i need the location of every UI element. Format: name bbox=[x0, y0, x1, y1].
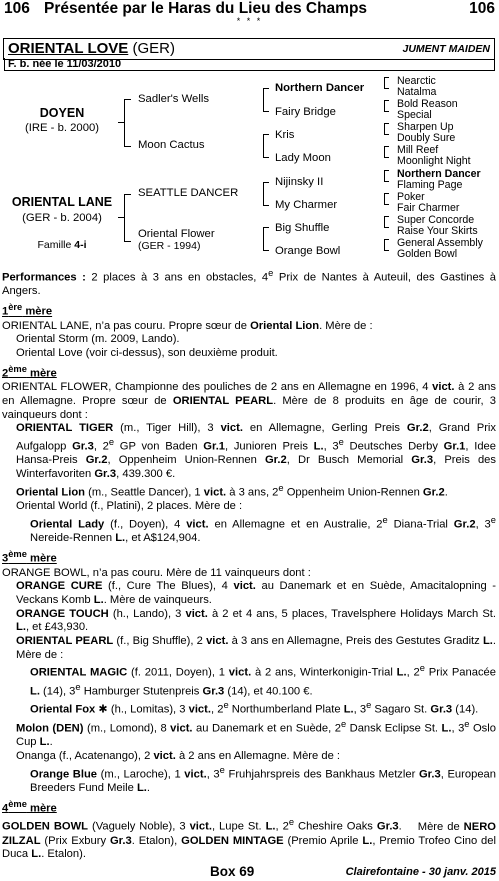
page-footer bbox=[0, 865, 499, 880]
horse-type: JUMENT MAIDEN bbox=[402, 43, 490, 55]
produce-entry: Oriental Lady (f., Doyen), 4 vict. en Allemagne et en Australie, 2e Diana-Trial Gr.2, 3e Nereide-Rennen L., et A$124,904. bbox=[30, 514, 496, 545]
sire-name: DOYEN bbox=[39, 106, 85, 120]
produce-entry: Oriental Storm (m. 2009, Lando). bbox=[16, 333, 180, 346]
pedigree-g4: Golden Bowl bbox=[397, 248, 458, 260]
produce-entry: Orange Blue (m., Laroche), 1 vict., 3e Fruhjahrspreis des Bankhaus Metzler Gr.3, European Breeders Fund Meile L.. bbox=[30, 764, 496, 795]
produce-entry: Molon (DEN) (m., Lomond), 8 vict. au Danemark et en Suède, 2e Dansk Eclipse St. L., 3e Oslo Cup L.. bbox=[16, 718, 496, 749]
pedigree-g2: Moon Cactus bbox=[138, 139, 205, 151]
pedigree-table bbox=[0, 72, 499, 268]
pedigree-g4: Poker bbox=[397, 191, 425, 203]
dam-name: ORIENTAL LANE bbox=[11, 195, 113, 209]
third-dam-paragraph: ORANGE BOWL, n’a pas couru. Mère de 11 vainqueurs dont : bbox=[2, 566, 311, 579]
produce-entry: Onanga (f., Acatenango), 2 vict. à 2 ans en Allemagne. Mère de : bbox=[16, 749, 341, 762]
pedigree-g2: SEATTLE DANCER bbox=[138, 187, 239, 199]
separator-stars: * * * bbox=[236, 16, 263, 26]
pedigree-g4: Fair Charmer bbox=[397, 202, 460, 214]
pedigree-g4: Doubly Sure bbox=[397, 132, 456, 144]
produce-entry: ORANGE CURE (f., Cure The Blues), 4 vict. au Danemark et en Suède, Amacitalopning - Veckans Komb L.. Mère de vainqueurs. bbox=[16, 580, 496, 606]
lot-number-right: 106 bbox=[469, 0, 495, 17]
section-heading: 3ème mère bbox=[2, 549, 57, 565]
section-heading: 1ère mère bbox=[2, 302, 53, 318]
horse-name: ORIENTAL LOVE (GER) bbox=[8, 40, 175, 57]
pedigree-g4: Nearctic bbox=[397, 75, 436, 87]
catalogue-body bbox=[2, 267, 496, 862]
pedigree-g3: Orange Bowl bbox=[275, 245, 341, 257]
produce-entry: Oriental Fox ✱ (h., Lomitas), 3 vict., 2e Northumberland Plate L., 3e Sagaro St. Gr.3 (14). bbox=[30, 700, 479, 717]
granddam-paragraph: ORIENTAL FLOWER, Championne des pouliches de 2 ans en Allemagne en 1996, 4 vict. à 2 ans en Allemagne. Propre sœur de ORIENTAL PEARL. Mère de 8 produits en âge de courir, 3 vainqueurs dont : bbox=[2, 381, 497, 421]
fourth-dam-paragraph: GOLDEN BOWL (Vaguely Noble), 3 vict., Lupe St. L., 2e Cheshire Oaks Gr.3. Mère de NERO ZILZAL (Prix Exbury Gr.3. Etalon), GOLDEN MINTAGE (Premio Aprile L., Premio Trofeo Cino del Duca L.. Etalon). bbox=[2, 817, 496, 861]
pedigree-g4: Flaming Page bbox=[397, 179, 463, 191]
section-heading: 2ème mère bbox=[2, 363, 57, 380]
produce-entry: Oriental Lion (m., Seattle Dancer), 1 vict. à 3 ans, 2e Oppenheim Union-Rennen Gr.2. bbox=[16, 482, 448, 499]
pedigree-g3: Northern Dancer bbox=[275, 82, 365, 94]
pedigree-g3: Big Shuffle bbox=[275, 222, 330, 234]
produce-entry: Oriental World (f., Platini), 2 places. Mère de : bbox=[16, 500, 243, 513]
produce-entry: ORIENTAL PEARL (f., Big Shuffle), 2 vict. à 3 ans en Allemagne, Preis des Gestutes Graditz L.. Mère de : bbox=[16, 635, 497, 661]
pedigree-g4: General Assembly bbox=[397, 237, 483, 249]
pedigree-g4: Bold Reason bbox=[397, 98, 458, 110]
pedigree-g4: Sharpen Up bbox=[397, 121, 454, 133]
pedigree-g2-info: (GER - 1994) bbox=[138, 240, 201, 252]
horse-name-box bbox=[3, 38, 495, 60]
pedigree-g2: Sadler's Wells bbox=[138, 93, 210, 105]
pedigree-g3: Fairy Bridge bbox=[275, 106, 336, 118]
pedigree-g3: Nijinsky II bbox=[275, 176, 324, 188]
lot-number-left: 106 bbox=[4, 0, 30, 17]
pedigree-g4: Moonlight Night bbox=[397, 155, 471, 167]
consignor-title: Présentée par le Haras du Lieu des Champs bbox=[44, 0, 368, 17]
sale-place-date: Clairefontaine - 30 janv. 2015 bbox=[345, 866, 496, 878]
sire-info: (IRE - b. 2000) bbox=[24, 122, 100, 134]
pedigree-g4: Natalma bbox=[397, 86, 437, 98]
pedigree-g3: Lady Moon bbox=[275, 152, 331, 164]
pedigree-g3: Kris bbox=[275, 129, 295, 141]
produce-entry: ORIENTAL MAGIC (f. 2011, Doyen), 1 vict. à 2 ans, Winterkonigin-Trial L., 2e Prix Panacée L. (14), 3e Hamburger Stutenpreis Gr.3 (14), et 40.100 €. bbox=[30, 663, 496, 698]
produce-entry: Oriental Love (voir ci-dessus), son deuxième produit. bbox=[16, 346, 278, 359]
dam-info: (GER - b. 2004) bbox=[22, 212, 102, 224]
famille: Famille 4-i bbox=[37, 239, 87, 251]
box-number: Box 69 bbox=[210, 864, 255, 879]
birth-info: F. b. née le 11/03/2010 bbox=[4, 58, 495, 71]
pedigree-g3: My Charmer bbox=[275, 199, 338, 211]
section-heading: 4ème mère bbox=[2, 798, 57, 815]
pedigree-g2: Oriental Flower bbox=[138, 228, 215, 240]
produce-entry: ORIENTAL TIGER (m., Tiger Hill), 3 vict. en Allemagne, Gerling Preis Gr.2, Grand Prix Aufgalopp Gr.3, 2e GP von Baden Gr.1, Junioren Preis L., 3e Deutsches Derby Gr.1, Idee Hansa-Preis Gr.2, Oppenheim Union-Rennen Gr.2, Dr Busch Memorial Gr.3, Preis des Winterfavoriten Gr.3, 439.300 €. bbox=[16, 422, 497, 481]
pedigree-g4: Special bbox=[397, 109, 432, 121]
produce-entry: ORANGE TOUCH (h., Lando), 3 vict. à 2 et 4 ans, 5 places, Travelsphere Holidays March St. L., et £43,930. bbox=[16, 607, 496, 634]
dam-paragraph: ORIENTAL LANE, n’a pas couru. Propre sœur de Oriental Lion. Mère de : bbox=[2, 319, 373, 332]
pedigree-g4: Super Concorde bbox=[397, 214, 475, 226]
performances: Performances : 2 places à 3 ans en obstacles, 4e Prix de Nantes à Auteuil, des Gastines à Angers. bbox=[2, 268, 496, 298]
pedigree-g4: Mill Reef bbox=[397, 144, 439, 156]
pedigree-g4: Northern Dancer bbox=[397, 168, 481, 180]
pedigree-g4: Raise Your Skirts bbox=[397, 225, 478, 237]
